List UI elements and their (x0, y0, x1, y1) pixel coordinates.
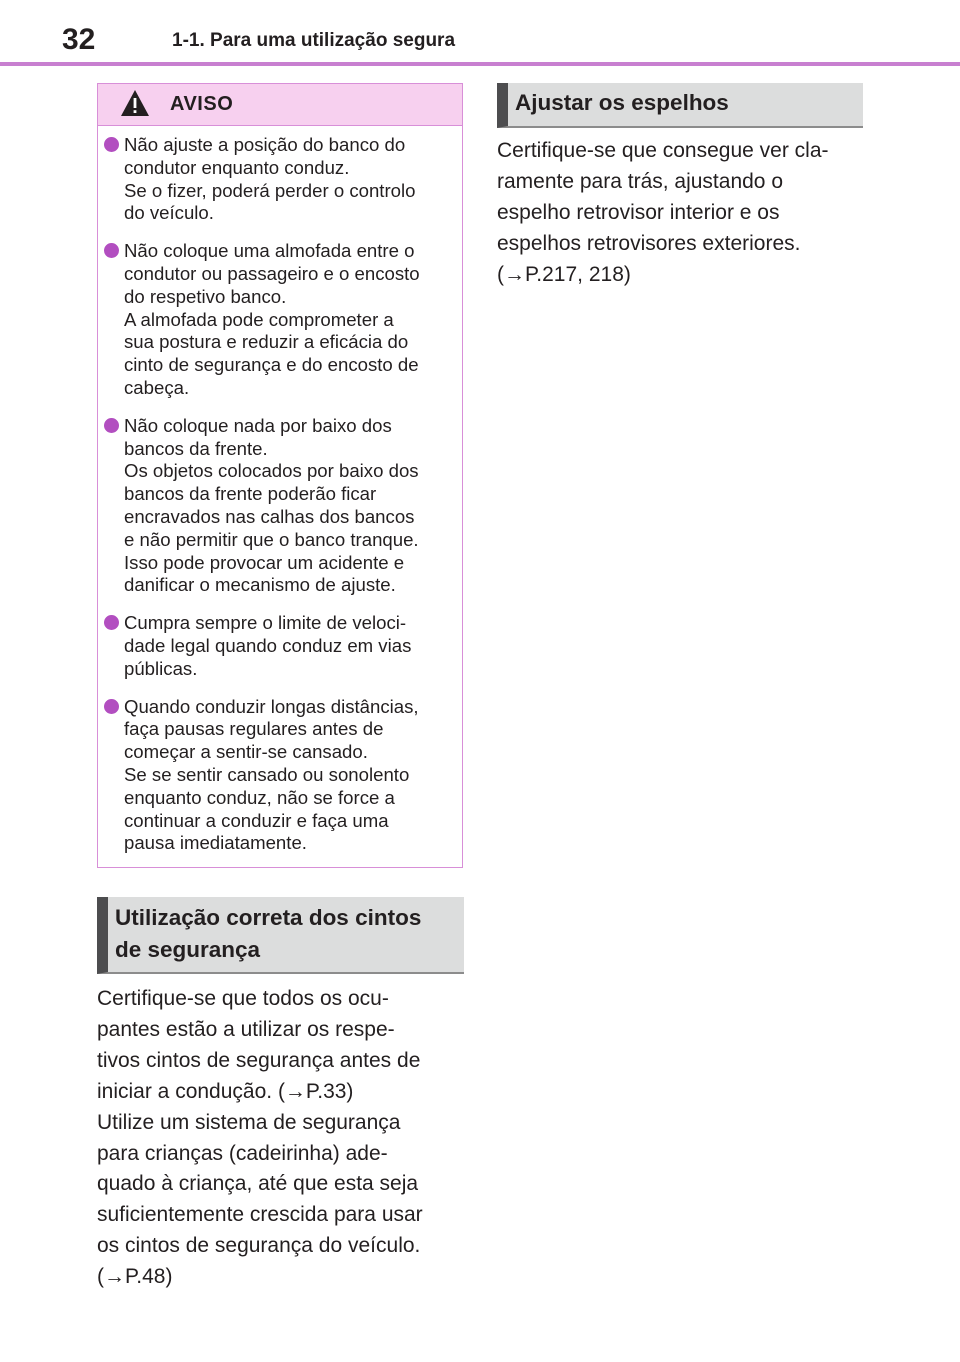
warning-item (104, 240, 450, 400)
warning-item-text: Cumpra sempre o limite de veloci- dade legal quando conduz em vias públicas. (124, 612, 412, 679)
warning-box (97, 83, 463, 868)
warning-item (104, 696, 450, 856)
bullet-icon (104, 243, 119, 258)
warning-header (98, 84, 462, 126)
page-header (0, 0, 960, 66)
mirrors-section-header (497, 83, 863, 128)
seatbelts-section-header (97, 897, 464, 974)
bullet-icon (104, 418, 119, 433)
seatbelts-body-text: Certifique-se que todos os ocu- pantes estão a utilizar os respe- tivos cintos de segurança antes de iniciar a condução. (→P.33) Utilize um sistema de segurança para crianças (cadeirinha) ade- quado à criança, até que esta seja suficientemente crescida para usar os cintos de segurança do veículo. (→P.48) (97, 987, 423, 1289)
bullet-icon (104, 615, 119, 630)
mirrors-section-title: Ajustar os espelhos (515, 90, 729, 115)
warning-item (104, 415, 450, 597)
warning-item-text: Quando conduzir longas distâncias, faça pausas regulares antes de começar a sentir-se cansado. Se se sentir cansado ou sonolento enquanto conduz, não se force a continuar a conduzir e faça uma pausa imediatamente. (124, 695, 419, 854)
header-divider (0, 62, 960, 66)
bullet-icon (104, 699, 119, 714)
bullet-icon (104, 137, 119, 152)
warning-item (104, 134, 450, 225)
mirrors-body-text: Certifique-se que consegue ver cla- ramente para trás, ajustando o espelho retrovisor interior e os espelhos retrovisores exteriores. (→P.217, 218) (497, 139, 829, 286)
page-number: 32 (62, 23, 96, 56)
warning-item-text: Não coloque nada por baixo dos bancos da frente. Os objetos colocados por baixo dos bancos da frente poderão ficar encravados nas calhas dos bancos e não permitir que o banco tranque. Isso pode provocar um acidente e danificar o mecanismo de ajuste. (124, 414, 419, 596)
warning-title: AVISO (170, 93, 234, 115)
chapter-title: 1-1. Para uma utilização segura (172, 30, 456, 51)
warning-item-text: Não coloque uma almofada entre o condutor ou passageiro e o encosto do respetivo banco. A almofada pode comprometer a sua postura e reduzir a eficácia do cinto de segurança e do encosto de cabeça. (124, 240, 420, 398)
warning-triangle-icon (120, 88, 150, 118)
warning-list (98, 126, 462, 855)
seatbelts-section-title: Utilização correta dos cintos de segurança (115, 905, 422, 962)
warning-item (104, 612, 450, 680)
warning-item-text: Não ajuste a posição do banco do condutor enquanto conduz. Se o fizer, poderá perder o controlo do veículo. (124, 134, 416, 224)
